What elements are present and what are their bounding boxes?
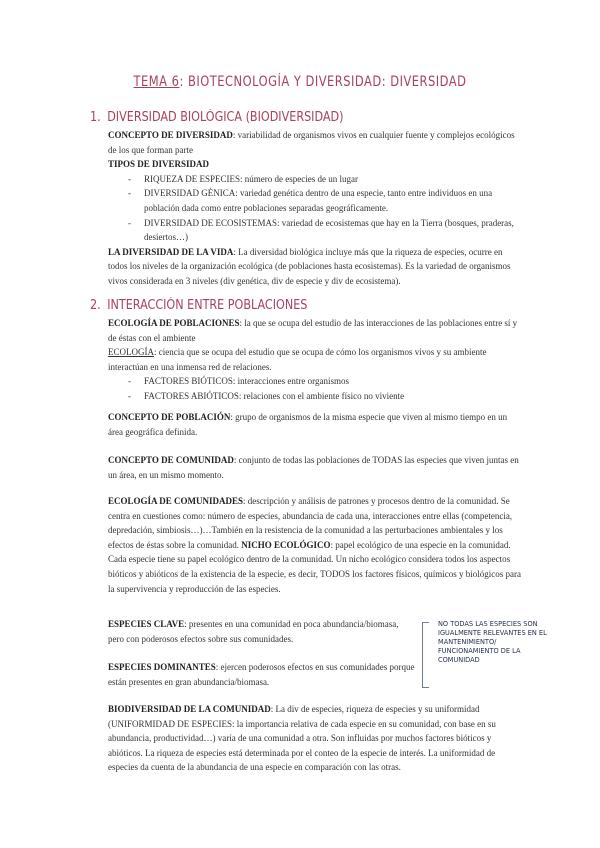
list-item: - FACTORES ABIÓTICOS: relaciones con el ambiente físico no viviente [108,389,524,404]
term-definition: : papel ecológico de una especie en la comunidad. Cada especie tiene su papel ecológico dentro de la comunidad. Un nicho ecológico considera todos los aspectos bióticos y abióticos de la existencia de la especie, es decir, TODOS los factores físicos, químicos y biológicos para la supervivencia y reproducción de las especies. [108,539,521,594]
paragraph-especies-clave [108,617,408,646]
term-label: CONCEPTO DE POBLACIÓN [108,412,231,422]
section-2-intro [108,316,524,404]
term-definition: : presentes en una comunidad en poca abundancia/biomasa, pero con poderosos efectos sobre sus comunidades. [108,619,399,644]
paragraph-comunidad [108,453,524,482]
term-label: LA DIVERSIDAD DE LA VIDA [108,246,234,257]
term-label: ESPECIES DOMINANTES [108,662,216,672]
term-definition: : ciencia que se ocupa del estudio que se ocupa de cómo los organismos vivos y su ambiente interactúan en una inmensa red de relaciones. [108,347,487,372]
paragraph-diversidad-vida [108,245,524,289]
paragraph-biodiversidad-comunidad [108,702,524,775]
title-topic-number: TEMA 6 [133,74,180,90]
factores-list [108,374,524,403]
term-definition: : La diversidad biológica incluye más que la riqueza de especies, ocurre en todos los niveles de la organización ecológica (de poblaciones hasta ecosistemas). Es la variedad de organismos vivos considerada en 3 niveles (div genética, div de especie y div de ecosistema). [108,246,511,286]
page-title [54,74,546,90]
paragraph-ecologia-poblaciones [108,316,524,345]
term-label: ECOLOGÍA DE COMUNIDADES [108,496,244,506]
paragraph-concepto-diversidad [108,128,524,157]
term-definition: : variabilidad de organismos vivos en cualquier fuente y complejos ecológicos de los que forman parte [108,130,515,155]
term-label: ECOLOGÍA DE POBLACIONES [108,318,240,328]
term-definition: : grupo de organismos de la misma especie que viven al mismo tiempo en un área geográfica definida. [108,412,508,437]
section-number: 1. [90,110,101,125]
term-definition: : descripción y análisis de patrones y procesos dentro de la comunidad. Se centra en cuestiones como: número de especies, abundancia de cada una, interacciones entre ellas (competencia, depredación, simbiosis…)…También en la resistencia de la comunidad a las perturbaciones ambientales y los efectos de éstas sobre la comunidad. [108,496,513,550]
term-definition: : la que se ocupa del estudio de las interacciones de las poblaciones entre sí y de éstas con el ambiente [108,318,518,343]
term-label: BIODIVERSIDAD DE LA COMUNIDAD [108,704,271,714]
term-definition: : La div de especies, riqueza de especies y su uniformidad (UNIFORMIDAD DE ESPECIES: la importancia relativa de cada especie en su comunidad, con base en su abundancia, productividad…) varía de una comunidad a otra. Son influidas por muchos factores bióticos y abióticos. La riqueza de especies está determinada por el conteo de la especie de interés. La uniformidad de especies da cuenta de la abundancia de una especie en comparación con las otras. [108,704,496,773]
section-number: 2. [90,298,101,313]
term-label: CONCEPTO DE COMUNIDAD [108,455,234,465]
term-label: NICHO ECOLÓGICO [241,539,331,550]
term-definition: : conjunto de todas las poblaciones de TODAS las especies que viven juntas en un área, en un mismo momento. [108,455,519,480]
tipos-list [108,172,524,245]
section-heading-2 [90,298,307,313]
handwritten-note: NO TODAS LAS ESPECIES SON IGUALMENTE RELEVANTES EN EL MANTENIMIENTO/ FUNCIONAMIENTO DE LA COMUNIDAD [438,620,547,664]
list-item: - DIVERSIDAD GÉNICA: variedad genética dentro de una especie, tanto entre individuos en una población dada como entre poblaciones separadas geográficamente. [108,186,524,215]
subheading-tipos: TIPOS DE DIVERSIDAD [108,159,210,170]
section-heading-1 [90,110,344,125]
list-item: - FACTORES BIÓTICOS: interacciones entre organismos [108,374,524,389]
section-1-body [108,128,524,289]
term-label: ESPECIES CLAVE [108,619,185,629]
paragraph-poblacion [108,410,524,439]
term-label: ECOLOGÍA [108,347,154,358]
paragraph-ecologia [108,345,524,374]
term-label: CONCEPTO DE DIVERSIDAD [108,130,233,140]
paragraph-ecologia-comunidades [108,494,524,596]
list-item: - RIQUEZA DE ESPECIES: número de especies de un lugar [108,172,524,187]
term-definition: : ejercen poderosos efectos en sus comunidades porque están presentes en gran abundancia/biomasa. [108,662,415,687]
section-title: INTERACCIÓN ENTRE POBLACIONES [107,298,308,313]
paragraph-especies-dominantes [108,660,418,689]
list-item: - DIVERSIDAD DE ECOSISTEMAS: variedad de ecosistemas que hay en la Tierra (bosques, praderas, desiertos…) [108,216,524,245]
title-text: : BIOTECNOLOGÍA Y DIVERSIDAD: DIVERSIDAD [179,74,467,90]
section-title: DIVERSIDAD BIOLÓGICA (BIODIVERSIDAD) [107,110,344,125]
bracket-line [422,622,429,688]
